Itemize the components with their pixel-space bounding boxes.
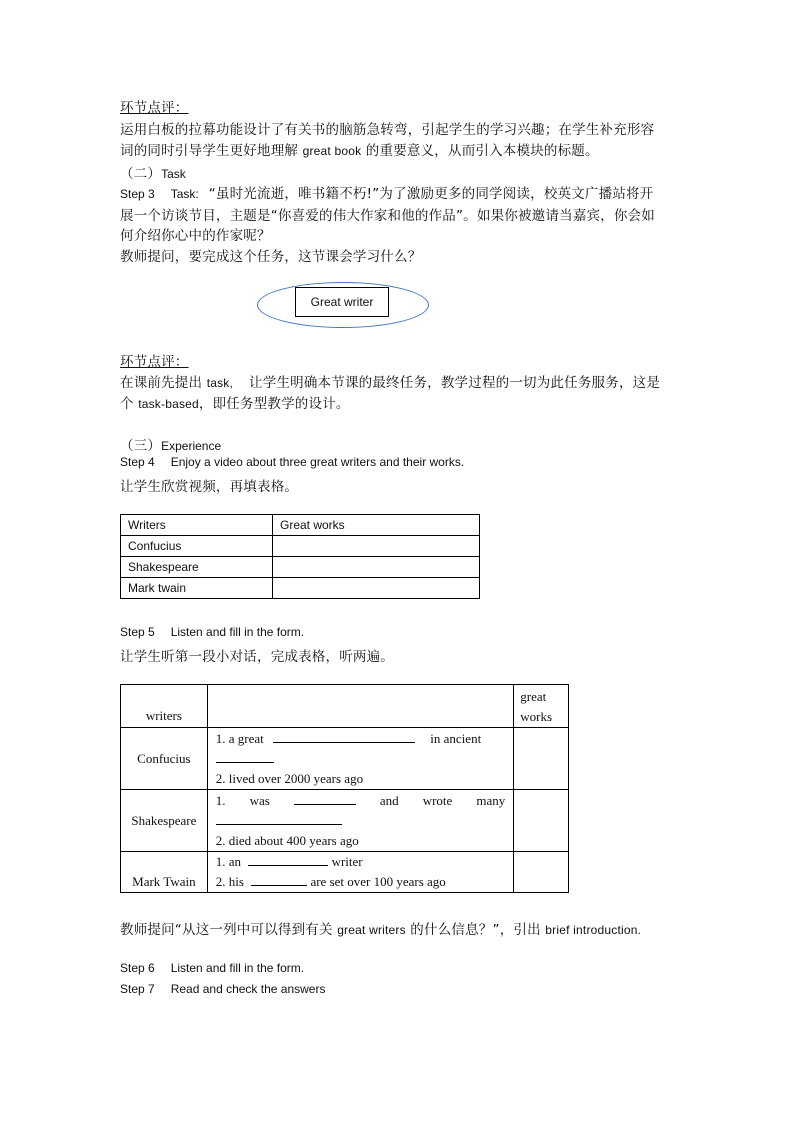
step4-cn: 让学生欣赏视频，再填表格。 bbox=[120, 479, 299, 495]
step5-cn: 让学生听第一段小对话，完成表格，听两遍。 bbox=[120, 649, 394, 665]
blank-field[interactable] bbox=[251, 873, 307, 886]
step3-line1: Step 3 Task: “虽时光流逝，唯书籍不朽!”为了激励更多的同学阅读，校英文广播站将开 bbox=[120, 186, 654, 202]
step6-line: Step 6 Listen and fill in the form. bbox=[120, 961, 305, 975]
blank-field[interactable] bbox=[216, 812, 342, 825]
table-header-row bbox=[121, 685, 569, 728]
info-cell: 1. an writer 2. his are set over 100 years ago bbox=[207, 852, 513, 893]
great-book-term: great book bbox=[302, 144, 362, 158]
works-cell bbox=[273, 557, 480, 578]
section2-line1: 在课前先提出 task, 让学生明确本节课的最终任务，教学过程的一切为此任务服务，这是 bbox=[120, 375, 661, 391]
step5-line: Step 5 Listen and fill in the form. bbox=[120, 625, 305, 639]
blank-field[interactable] bbox=[216, 750, 274, 763]
step7-line: Step 7 Read and check the answers bbox=[120, 982, 326, 996]
works-cell bbox=[514, 852, 569, 893]
writer-name-cell: Shakespeare bbox=[121, 790, 208, 852]
table-row bbox=[121, 557, 480, 578]
table-header-row bbox=[121, 515, 480, 536]
step4-line: Step 4 Enjoy a video about three great writers and their works. bbox=[120, 455, 465, 469]
step3-line2: 展一个访谈节目，主题是“你喜爱的伟大作家和他的作品”。如果你被邀请当嘉宾，你会如 bbox=[120, 208, 655, 224]
writers-table bbox=[120, 514, 480, 599]
table-row-confucius bbox=[121, 728, 569, 790]
section1-body-line2: 词的同时引导学生更好地理解 great book 的重要意义，从而引入本模块的标题。 bbox=[120, 143, 599, 159]
section2-line2: 个 task-based，即任务型教学的设计。 bbox=[120, 396, 350, 412]
writer-cell: Confucius bbox=[121, 536, 273, 557]
section1-heading: 环节点评： bbox=[120, 100, 189, 116]
teacher-question-1: 教师提问，要完成这个任务，这节课会学习什么？ bbox=[120, 249, 422, 265]
table-row bbox=[121, 536, 480, 557]
header-blank bbox=[207, 685, 513, 728]
writer-name-cell: Confucius bbox=[121, 728, 208, 790]
info-cell: 1. was and wrote many 2. died about 400 years ago bbox=[207, 790, 513, 852]
header-writers: writers bbox=[121, 685, 208, 728]
header-writers: Writers bbox=[121, 515, 273, 536]
works-cell bbox=[273, 578, 480, 599]
section2-heading: 环节点评： bbox=[120, 354, 189, 370]
table-row-mark-twain bbox=[121, 852, 569, 893]
writer-cell: Mark twain bbox=[121, 578, 273, 599]
writer-cell: Shakespeare bbox=[121, 557, 273, 578]
works-cell bbox=[273, 536, 480, 557]
blank-field[interactable] bbox=[273, 730, 415, 743]
info-cell: 1. a great in ancient 2. lived over 2000 years ago bbox=[207, 728, 513, 790]
works-cell bbox=[514, 728, 569, 790]
section1-body-line1: 运用白板的拉幕功能设计了有关书的脑筋急转弯，引起学生的学习兴趣；在学生补充形容 bbox=[120, 122, 655, 138]
header-great-works: Great works bbox=[273, 515, 480, 536]
header-great-works: great works bbox=[514, 685, 569, 728]
teacher-question-2: 教师提问“从这一列中可以得到有关 great writers 的什么信息？”，引出 brief introduction. bbox=[120, 922, 642, 938]
part3-heading: （三）Experience bbox=[120, 438, 222, 454]
writer-name-cell: Mark Twain bbox=[121, 852, 208, 893]
blank-field[interactable] bbox=[294, 792, 356, 805]
table-row-shakespeare bbox=[121, 790, 569, 852]
works-cell bbox=[514, 790, 569, 852]
step3-line3: 何介绍你心中的作家呢？ bbox=[120, 228, 271, 244]
table-row bbox=[121, 578, 480, 599]
blank-field[interactable] bbox=[248, 853, 328, 866]
part2-heading: （二）Task bbox=[120, 166, 186, 182]
great-writer-box: Great writer bbox=[295, 287, 389, 317]
listening-table bbox=[120, 684, 569, 893]
